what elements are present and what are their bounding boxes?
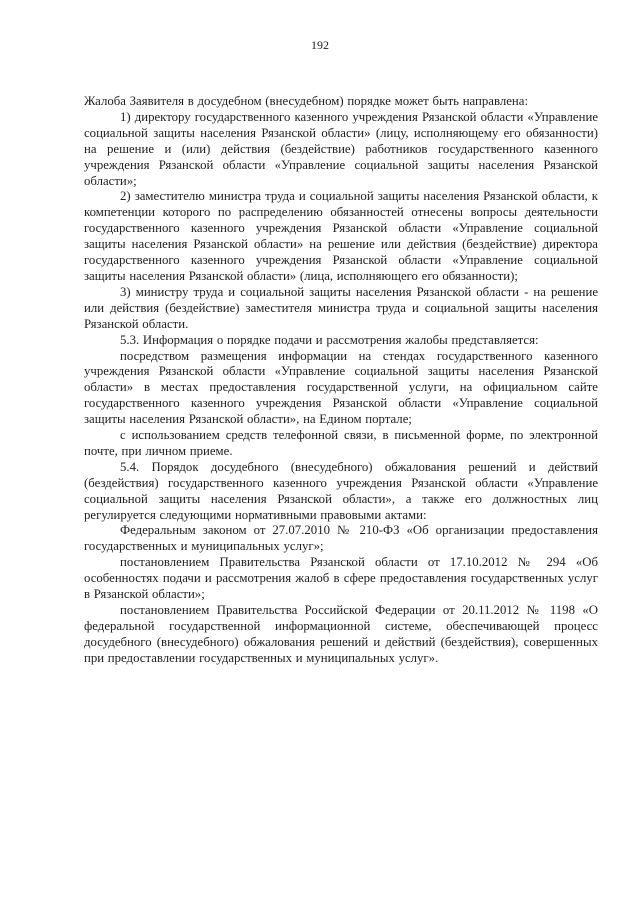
paragraph: 5.4. Порядок досудебного (внесудебного) обжалования решений и действий (бездействия) государственного казенного учреждения Рязанской области «Управление социальной защиты населения Рязанской области», а также его должностных лиц регулируется следующими нормативными правовыми актами: [84,459,598,522]
paragraph: с использованием средств телефонной связи, в письменной форме, по электронной почте, при личном приеме. [84,428,598,458]
paragraph: Федеральным законом от 27.07.2010 № 210-ФЗ «Об организации предоставления государственных и муниципальных услуг»; [84,523,598,554]
paragraph: Жалоба Заявителя в досудебном (внесудебном) порядке может быть направлена: [84,94,529,108]
paragraph: 2) заместителю министра труда и социальной защиты населения Рязанской области, к компетенции которого по распределению обязанностей отнесены вопросы деятельности государственного казенного учреждения Рязанской области «Управление социальной защиты населения Рязанской области» на решение или действия (бездействие) директора государственного казенного учреждения Рязанской области «Управление социальной защиты населения Рязанской области» (лица, исполняющего его обязанности); [84,189,598,283]
paragraph: постановлением Правительства Рязанской области от 17.10.2012 № 294 «Об особенностях подачи и рассмотрения жалоб в сфере предоставления государственных услуг в Рязанской области»; [84,555,598,602]
paragraph: 3) министру труда и социальной защиты населения Рязанской области - на решение или действия (бездействие) заместителя министра труда и социальной защиты населения Рязанской области. [84,284,598,331]
paragraph: 1) директору государственного казенного учреждения Рязанской области «Управление социальной защиты населения Рязанской области» (лицу, исполняющему его обязанности) на решение и (или) действия (бездействие) работников государственного казенного учреждения Рязанской области «Управление социальной защиты населения Рязанской области»; [84,109,598,188]
paragraph: постановлением Правительства Российской Федерации от 20.11.2012 № 1198 «О федеральной государственной информационной системе, обеспечивающей процесс досудебного (внесудебного) обжалования решений и действий (бездействия), совершенных при предоставлении государственных и муниципальных услуг». [84,603,598,665]
page-number: 192 [311,38,329,52]
document-body [84,94,598,667]
paragraph: посредством размещения информации на стендах государственного казенного учреждения Рязанской области «Управление социальной защиты населения Рязанской области» в местах предоставления государственной услуги, на официальном сайте государственного казенного учреждения Рязанской области «Управление социальной защиты населения Рязанской области», на Едином портале; [84,348,598,427]
paragraph: 5.3. Информация о порядке подачи и рассмотрения жалобы представляется: [120,332,539,347]
